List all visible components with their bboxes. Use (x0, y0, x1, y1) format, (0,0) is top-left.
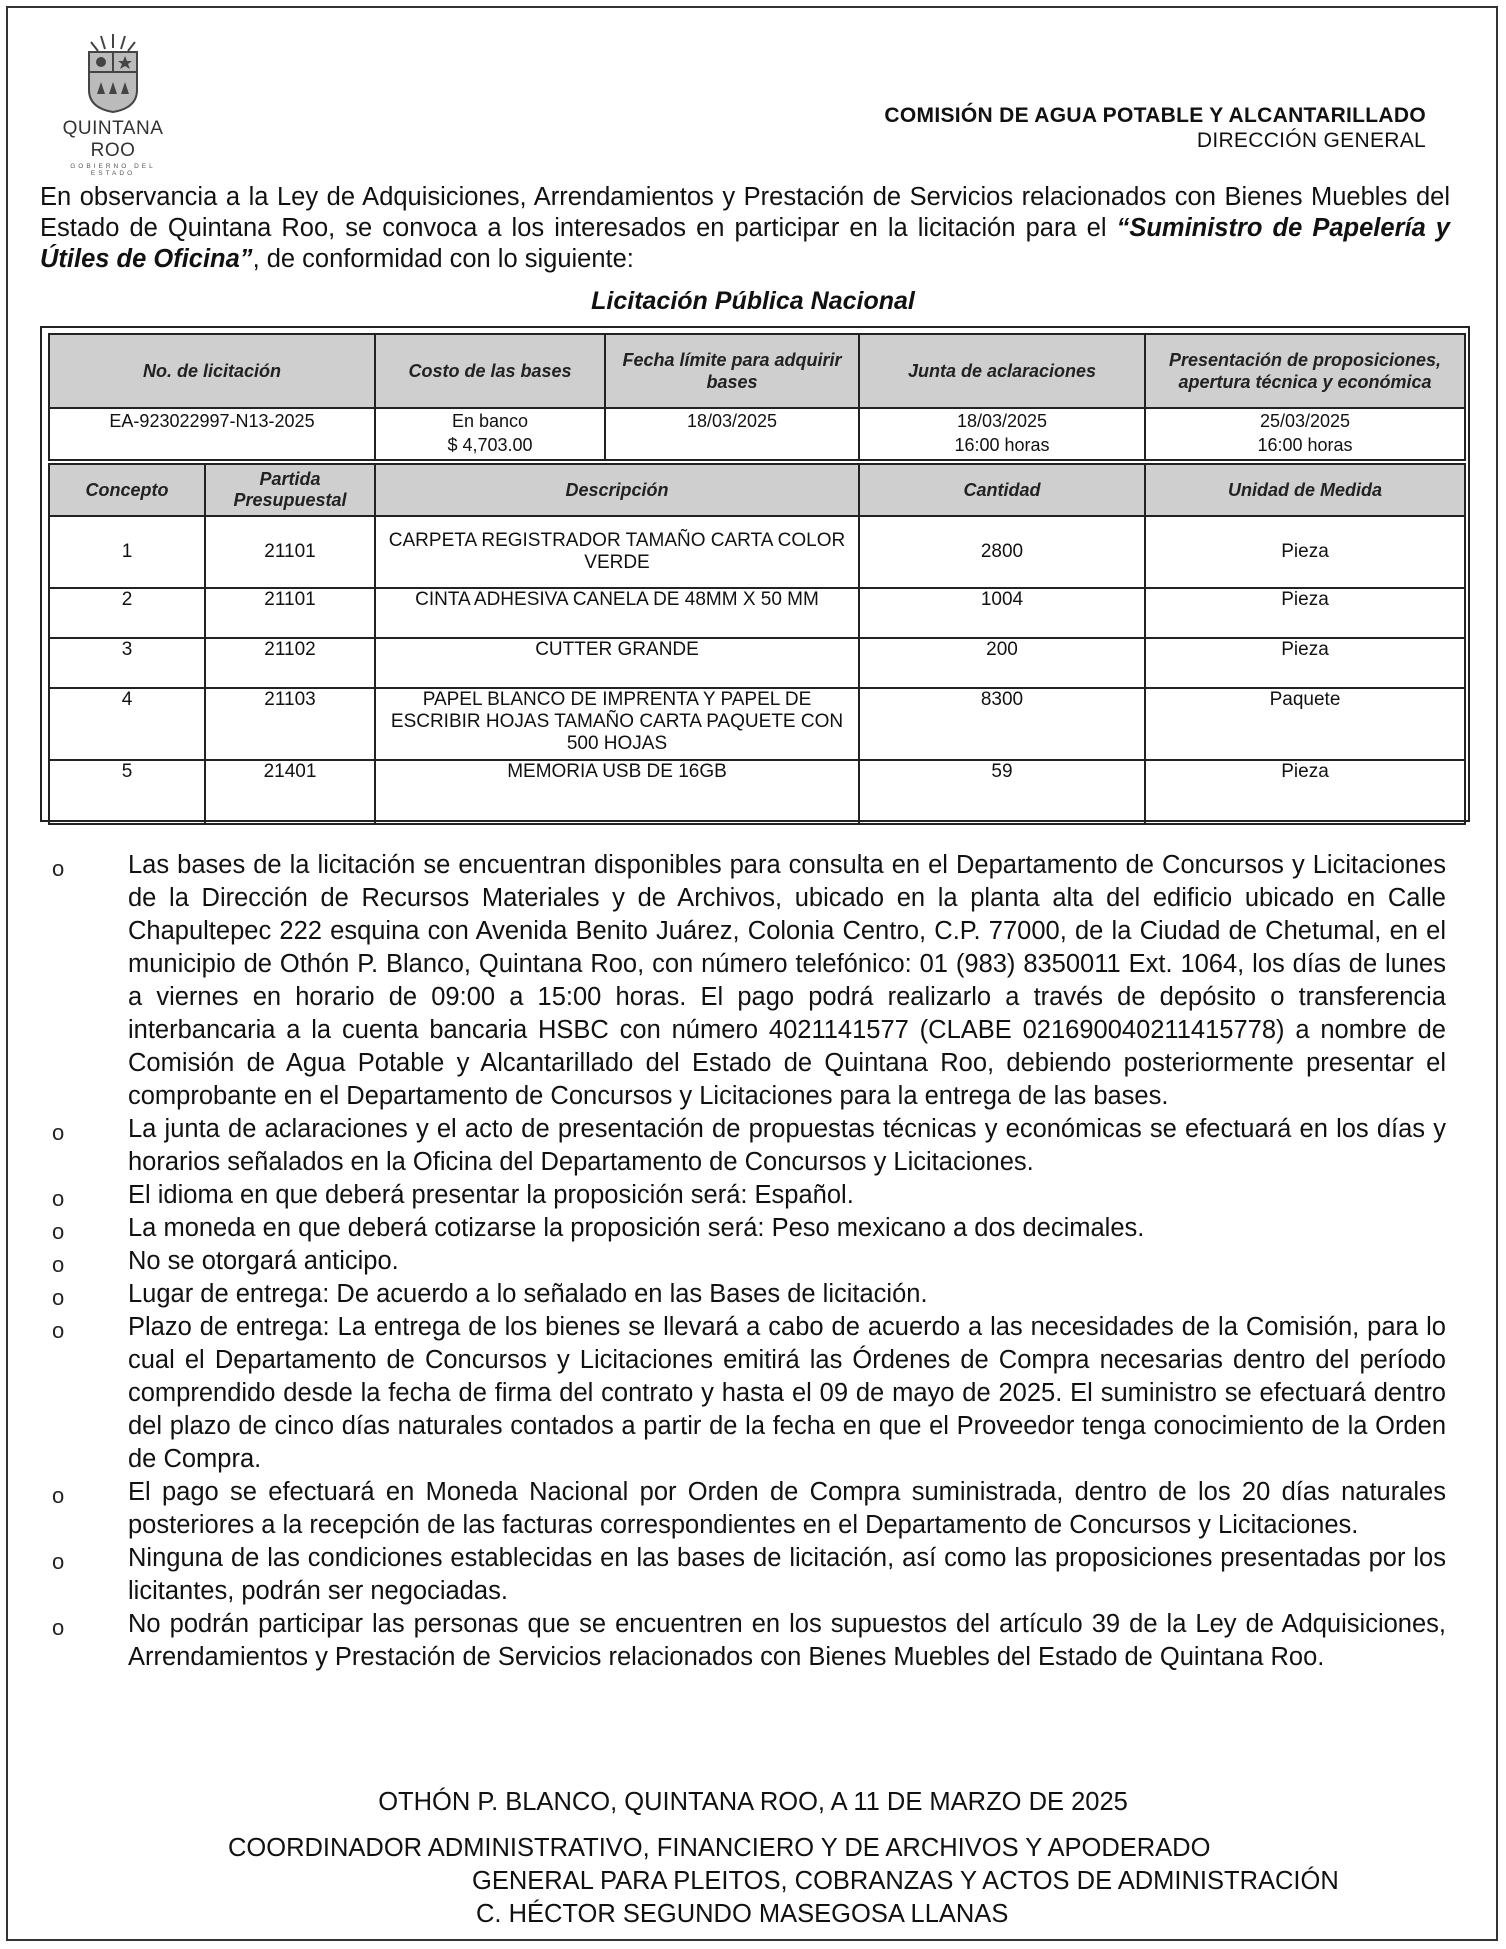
bases-cost-method: En banco (451, 411, 529, 431)
notice-page (6, 6, 1498, 1941)
bullet-icon: o (52, 1186, 65, 1211)
list-item (8, 1113, 1498, 1179)
item-partida: 21103 (205, 688, 375, 760)
table-row (49, 638, 1465, 688)
bullet-icon: o (52, 1120, 65, 1145)
list-item-text: El idioma en que deberá presentar la proposición será: Español. (128, 1181, 854, 1209)
intro-text-end: , de conformidad con lo siguiente: (252, 245, 634, 273)
item-partida: 21401 (205, 760, 375, 824)
header-cell: Descripción (375, 464, 859, 516)
table-row (49, 688, 1465, 760)
header-cell: Presentación de proposiciones, apertura técnica y económica (1145, 334, 1465, 408)
item-unidad: Pieza (1145, 638, 1465, 688)
item-descripcion: CARPETA REGISTRADOR TAMAÑO CARTA COLOR VERDE (375, 516, 859, 588)
bullet-icon: o (52, 1252, 65, 1277)
list-item-text: El pago se efectuará en Moneda Nacional por Orden de Compra suministrada, dentro de los 20 días naturales posteriores a la recepción de las facturas correspondientes en el Departamento de Concursos y Licitaciones. (128, 1478, 1446, 1539)
list-item (8, 849, 1498, 1113)
bases-cost-amount: $ 4,703.00 (447, 435, 533, 455)
logo-name: QUINTANA ROO (62, 118, 164, 161)
header-cell: No. de licitación (49, 334, 375, 408)
header-cell: Junta de aclaraciones (859, 334, 1145, 408)
bullet-icon: o (52, 1285, 65, 1310)
state-logo (48, 30, 178, 177)
header-cell: Concepto (49, 464, 205, 516)
intro-paragraph (40, 182, 1450, 275)
item-descripcion: CUTTER GRANDE (375, 638, 859, 688)
list-item (8, 1245, 1498, 1278)
bases-cost (375, 408, 605, 460)
presentation-date: 25/03/2025 (1259, 411, 1351, 431)
licitacion-number: EA-923022997-N13-2025 (49, 408, 375, 460)
header-cell: Partida Presupuestal (205, 464, 375, 516)
item-descripcion: CINTA ADHESIVA CANELA DE 48MM X 50 MM (375, 588, 859, 638)
item-concepto: 2 (49, 588, 205, 638)
item-concepto: 3 (49, 638, 205, 688)
item-unidad: Pieza (1145, 516, 1465, 588)
list-item-text: No se otorgará anticipo. (128, 1247, 399, 1275)
list-item (8, 1542, 1498, 1608)
place-date: OTHÓN P. BLANCO, QUINTANA ROO, A 11 DE MARZO DE 2025 (378, 1788, 1128, 1816)
bullet-icon: o (52, 1219, 65, 1244)
bullet-icon: o (52, 1615, 65, 1640)
list-item (8, 1212, 1498, 1245)
item-cantidad: 200 (859, 638, 1145, 688)
list-item-text: La junta de aclaraciones y el acto de presentación de propuestas técnicas y económicas se efectuará en los días y horarios señalados en la Oficina del Departamento de Concursos y Licitaciones. (128, 1115, 1446, 1176)
conditions-list (8, 849, 1498, 1674)
signer-title-line2: GENERAL PARA PLEITOS, COBRANZAS Y ACTOS DE ADMINISTRACIÓN (472, 1867, 1339, 1895)
intro-highlight: “Suministro de Papelería y Útiles de Oficina” (40, 214, 1450, 273)
list-item-text: Las bases de la licitación se encuentran disponibles para consulta en el Departamento de Concursos y Licitaciones de la Dirección de Recursos Materiales y de Archivos, ubicado en la planta alta del edificio ubicado en Calle Chapultepec 222 esquina con Avenida Benito Juárez, Colonia Centro, C.P. 77000, de la Ciudad de Chetumal, en el municipio de Othón P. Blanco, Quintana Roo, con número telefónico: 01 (983) 8350011 Ext. 1064, los días de lunes a viernes en horario de 09:00 a 15:00 horas. El pago podrá realizarlo a través de depósito o transferencia interbancaria a la cuenta bancaria HSBC con número 4021141577 (CLABE 021690040211415778) a nombre de Comisión de Agua Potable y Alcantarillado del Estado de Quintana Roo, debiendo posteriormente presentar el comprobante en el Departamento de Concursos y Licitaciones para la entrega de las bases. (128, 851, 1446, 1110)
signer-title-line1: COORDINADOR ADMINISTRATIVO, FINANCIERO Y DE ARCHIVOS Y APODERADO (228, 1834, 1211, 1862)
item-unidad: Pieza (1145, 588, 1465, 638)
bullet-icon: o (52, 1549, 65, 1574)
logo-subtitle: GOBIERNO DEL ESTADO (70, 163, 156, 177)
meeting-time: 16:00 horas (954, 435, 1050, 455)
items-table (48, 463, 1466, 825)
item-cantidad: 8300 (859, 688, 1145, 760)
item-cantidad: 59 (859, 760, 1145, 824)
bullet-icon: o (52, 1483, 65, 1508)
item-descripcion: PAPEL BLANCO DE IMPRENTA Y PAPEL DE ESCRIBIR HOJAS TAMAÑO CARTA PAQUETE CON 500 HOJAS (375, 688, 859, 760)
list-item (8, 1311, 1498, 1476)
list-item (8, 1608, 1498, 1674)
table-row (49, 760, 1465, 824)
item-partida: 21101 (205, 588, 375, 638)
bullet-icon: o (52, 856, 65, 881)
bullet-icon: o (52, 1318, 65, 1343)
header-cell: Unidad de Medida (1145, 464, 1465, 516)
header-cell: Cantidad (859, 464, 1145, 516)
presentation-time: 16:00 horas (1257, 435, 1353, 455)
header-cell: Costo de las bases (375, 334, 605, 408)
item-descripcion: MEMORIA USB DE 16GB (375, 760, 859, 824)
list-item-text: Lugar de entrega: De acuerdo a lo señalado en las Bases de licitación. (128, 1280, 928, 1308)
licitacion-table (48, 333, 1466, 461)
list-item-text: No podrán participar las personas que se encuentren en los supuestos del artículo 39 de la Ley de Adquisiciones, Arrendamientos y Prestación de Servicios relacionados con Bienes Muebles del Estado de Quintana Roo. (128, 1610, 1446, 1671)
item-cantidad: 2800 (859, 516, 1145, 588)
coat-of-arms-icon (71, 30, 155, 116)
tables-frame (40, 326, 1470, 822)
list-item-text: Plazo de entrega: La entrega de los bienes se llevará a cabo de acuerdo a las necesidades de la Comisión, para lo cual el Departamento de Concursos y Licitaciones emitirá las Órdenes de Compra necesarias dentro del período comprendido desde la fecha de firma del contrato y hasta el 09 de mayo de 2025. El suministro se efectuará dentro del plazo de cinco días naturales contados a partir de la fecha en que el Proveedor tenga conocimiento de la Orden de Compra. (128, 1313, 1446, 1473)
licitacion-header-row (49, 334, 1465, 408)
item-unidad: Pieza (1145, 760, 1465, 824)
organization-name: COMISIÓN DE AGUA POTABLE Y ALCANTARILLADO (884, 104, 1426, 127)
licitacion-row (49, 408, 1465, 460)
table-row (49, 516, 1465, 588)
item-partida: 21101 (205, 516, 375, 588)
presentation-datetime (1145, 408, 1465, 460)
items-header-row (49, 464, 1465, 516)
meeting-datetime (859, 408, 1145, 460)
meeting-date: 18/03/2025 (956, 411, 1048, 431)
section-title: Licitación Pública Nacional (591, 287, 915, 315)
item-unidad: Paquete (1145, 688, 1465, 760)
item-partida: 21102 (205, 638, 375, 688)
item-cantidad: 1004 (859, 588, 1145, 638)
bases-deadline: 18/03/2025 (605, 408, 859, 460)
intro-text: En observancia a la Ley de Adquisiciones, Arrendamientos y Prestación de Servicios relacionados con Bienes Muebles del Estado de Quintana Roo, se convoca a los interesados en participar en la licitación para el (40, 183, 1450, 242)
list-item (8, 1179, 1498, 1212)
list-item (8, 1476, 1498, 1542)
item-concepto: 5 (49, 760, 205, 824)
list-item (8, 1278, 1498, 1311)
list-item-text: La moneda en que deberá cotizarse la proposición será: Peso mexicano a dos decimales. (128, 1214, 1145, 1242)
header-cell: Fecha límite para adquirir bases (605, 334, 859, 408)
table-row (49, 588, 1465, 638)
list-item-text: Ninguna de las condiciones establecidas en las bases de licitación, así como las proposiciones presentadas por los licitantes, podrán ser negociadas. (128, 1544, 1446, 1605)
organization-header (884, 104, 1426, 153)
item-concepto: 1 (49, 516, 205, 588)
signer-name: C. HÉCTOR SEGUNDO MASEGOSA LLANAS (476, 1900, 1009, 1928)
department-name: DIRECCIÓN GENERAL (1196, 129, 1426, 152)
item-concepto: 4 (49, 688, 205, 760)
